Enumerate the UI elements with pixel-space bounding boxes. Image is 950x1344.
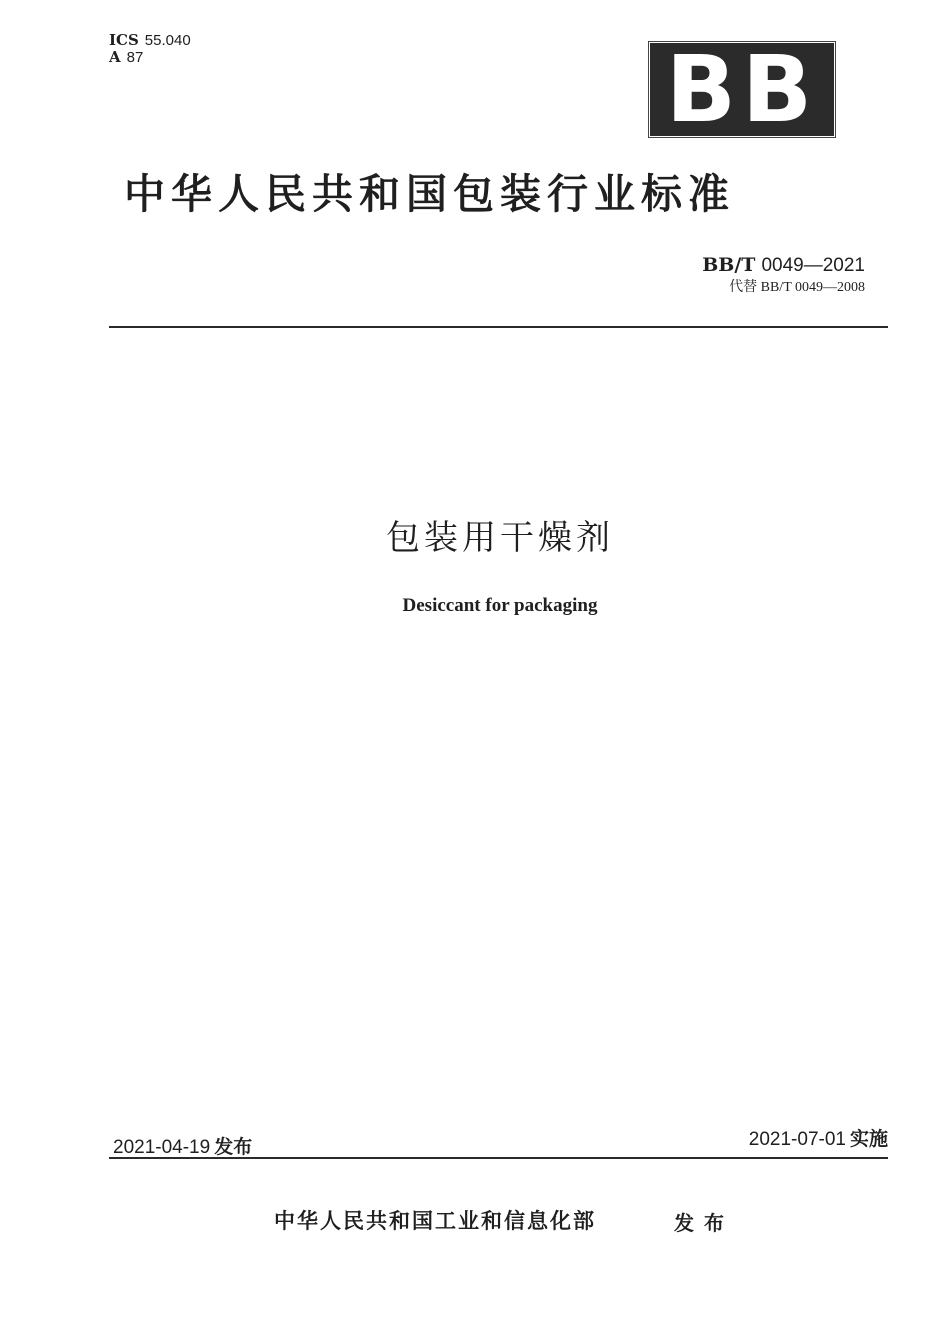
issue-action: 发布	[674, 1211, 734, 1235]
bb-logo	[648, 35, 836, 143]
issue-date	[113, 1132, 252, 1159]
bb-logo-text: BB	[665, 35, 819, 143]
document-title-chinese: 包装用干燥剂	[386, 518, 614, 558]
ics-value: 55.040	[144, 32, 191, 49]
bb-logo-plate	[650, 35, 834, 143]
document-title-english: Desiccant for packaging	[402, 595, 598, 616]
classification-code	[109, 49, 143, 66]
classification-label: A	[109, 48, 121, 66]
replaces-standard: 代替 BB/T 0049—2008	[729, 280, 865, 295]
standard-category-title: 中华人民共和国包装行业标准	[124, 170, 735, 218]
issue-date-label: 发布	[214, 1136, 253, 1158]
issue-date-value: 2021-04-19	[113, 1137, 211, 1158]
standard-number-prefix: BB/T	[702, 254, 756, 276]
standard-number	[702, 254, 865, 277]
standard-number-value: 0049—2021	[761, 255, 865, 276]
ics-label: ICS	[109, 31, 139, 49]
implementation-date-label: 实施	[849, 1128, 888, 1150]
implementation-date	[749, 1124, 888, 1151]
top-divider	[109, 326, 888, 328]
ics-code	[109, 32, 191, 49]
bottom-divider	[109, 1157, 888, 1159]
classification-value: 87	[126, 49, 144, 66]
issuing-authority: 中华人民共和国工业和信息化部	[274, 1209, 596, 1233]
implementation-date-value: 2021-07-01	[748, 1129, 846, 1150]
